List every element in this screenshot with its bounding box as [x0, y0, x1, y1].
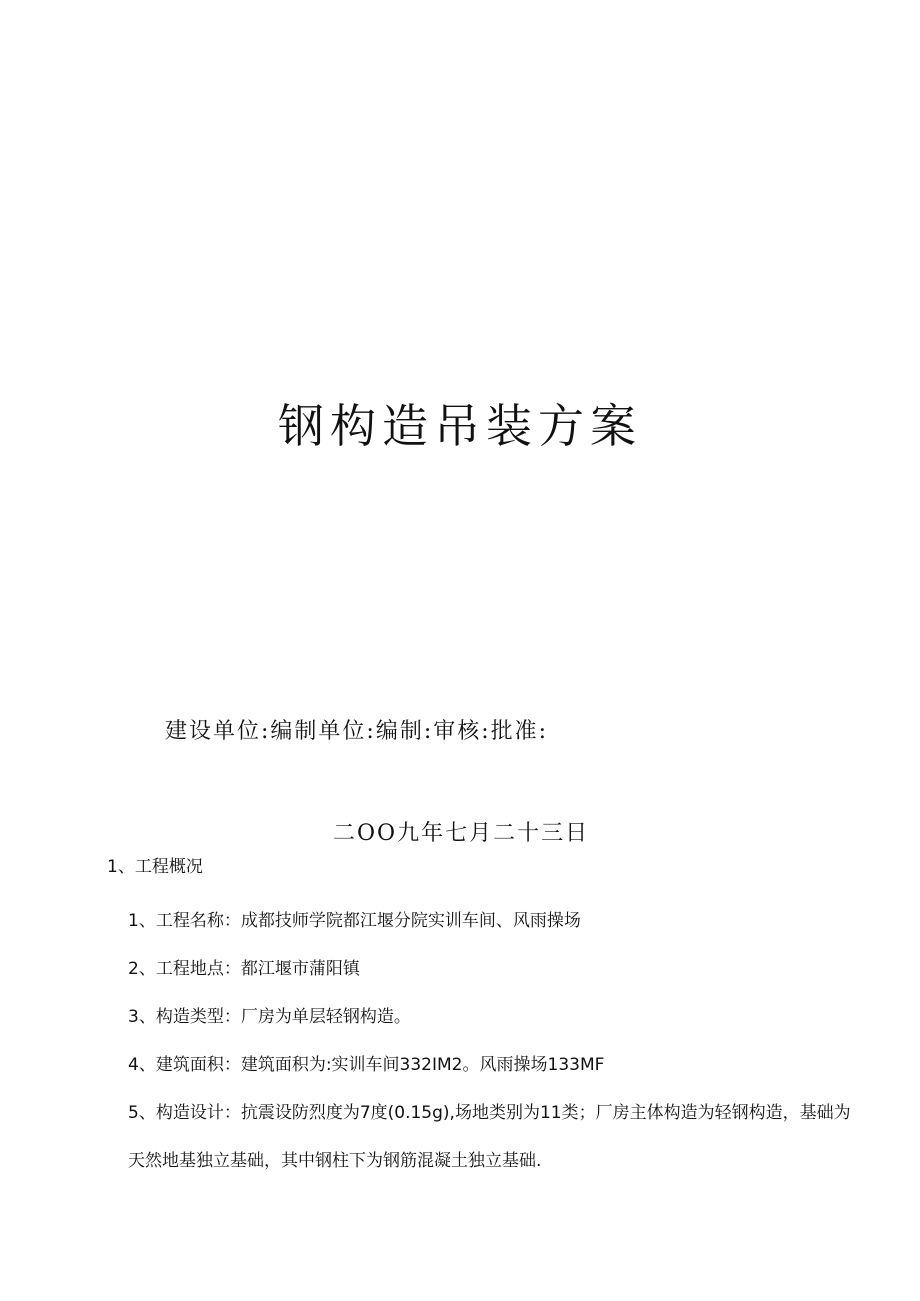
item-text: 都江堰市蒲阳镇: [240, 959, 360, 979]
item-label: 3、构造类型：: [128, 1007, 241, 1027]
overview-item-floor-area: [128, 1041, 868, 1089]
document-title: 钢构造吊装方案: [278, 399, 642, 453]
document-date: 二OO九年七月二十三日: [333, 821, 590, 846]
overview-item-structure-type: [128, 993, 868, 1041]
item-text: 成都技师学院都江堰分院实训车间、风雨操场: [240, 911, 581, 931]
overview-item-location: [128, 945, 868, 993]
item-text: 抗震设防烈度为7度(0.15g),场地类别为11类；厂房主体构造为轻钢构造，基础为天然地基独立基础，其中钢柱下为钢筋混凝土独立基础.: [128, 1103, 851, 1171]
item-label: 2、工程地点：: [128, 959, 241, 979]
overview-list: [128, 897, 868, 1185]
item-label: 5、构造设计：: [128, 1103, 241, 1123]
overview-item-structural-design: [128, 1089, 863, 1185]
item-label: 4、建筑面积：: [128, 1055, 241, 1075]
item-text: 建筑面积为:实训车间332IM2。风雨操场133MF: [240, 1055, 605, 1075]
section-heading-overview: 1、工程概况: [107, 857, 203, 877]
signature-line: 建设单位:编制单位:编制:审核:批准:: [165, 719, 549, 744]
item-label: 1、工程名称：: [128, 911, 241, 931]
overview-item-project-name: [128, 897, 868, 945]
item-text: 厂房为单层轻钢构造。: [240, 1007, 411, 1027]
